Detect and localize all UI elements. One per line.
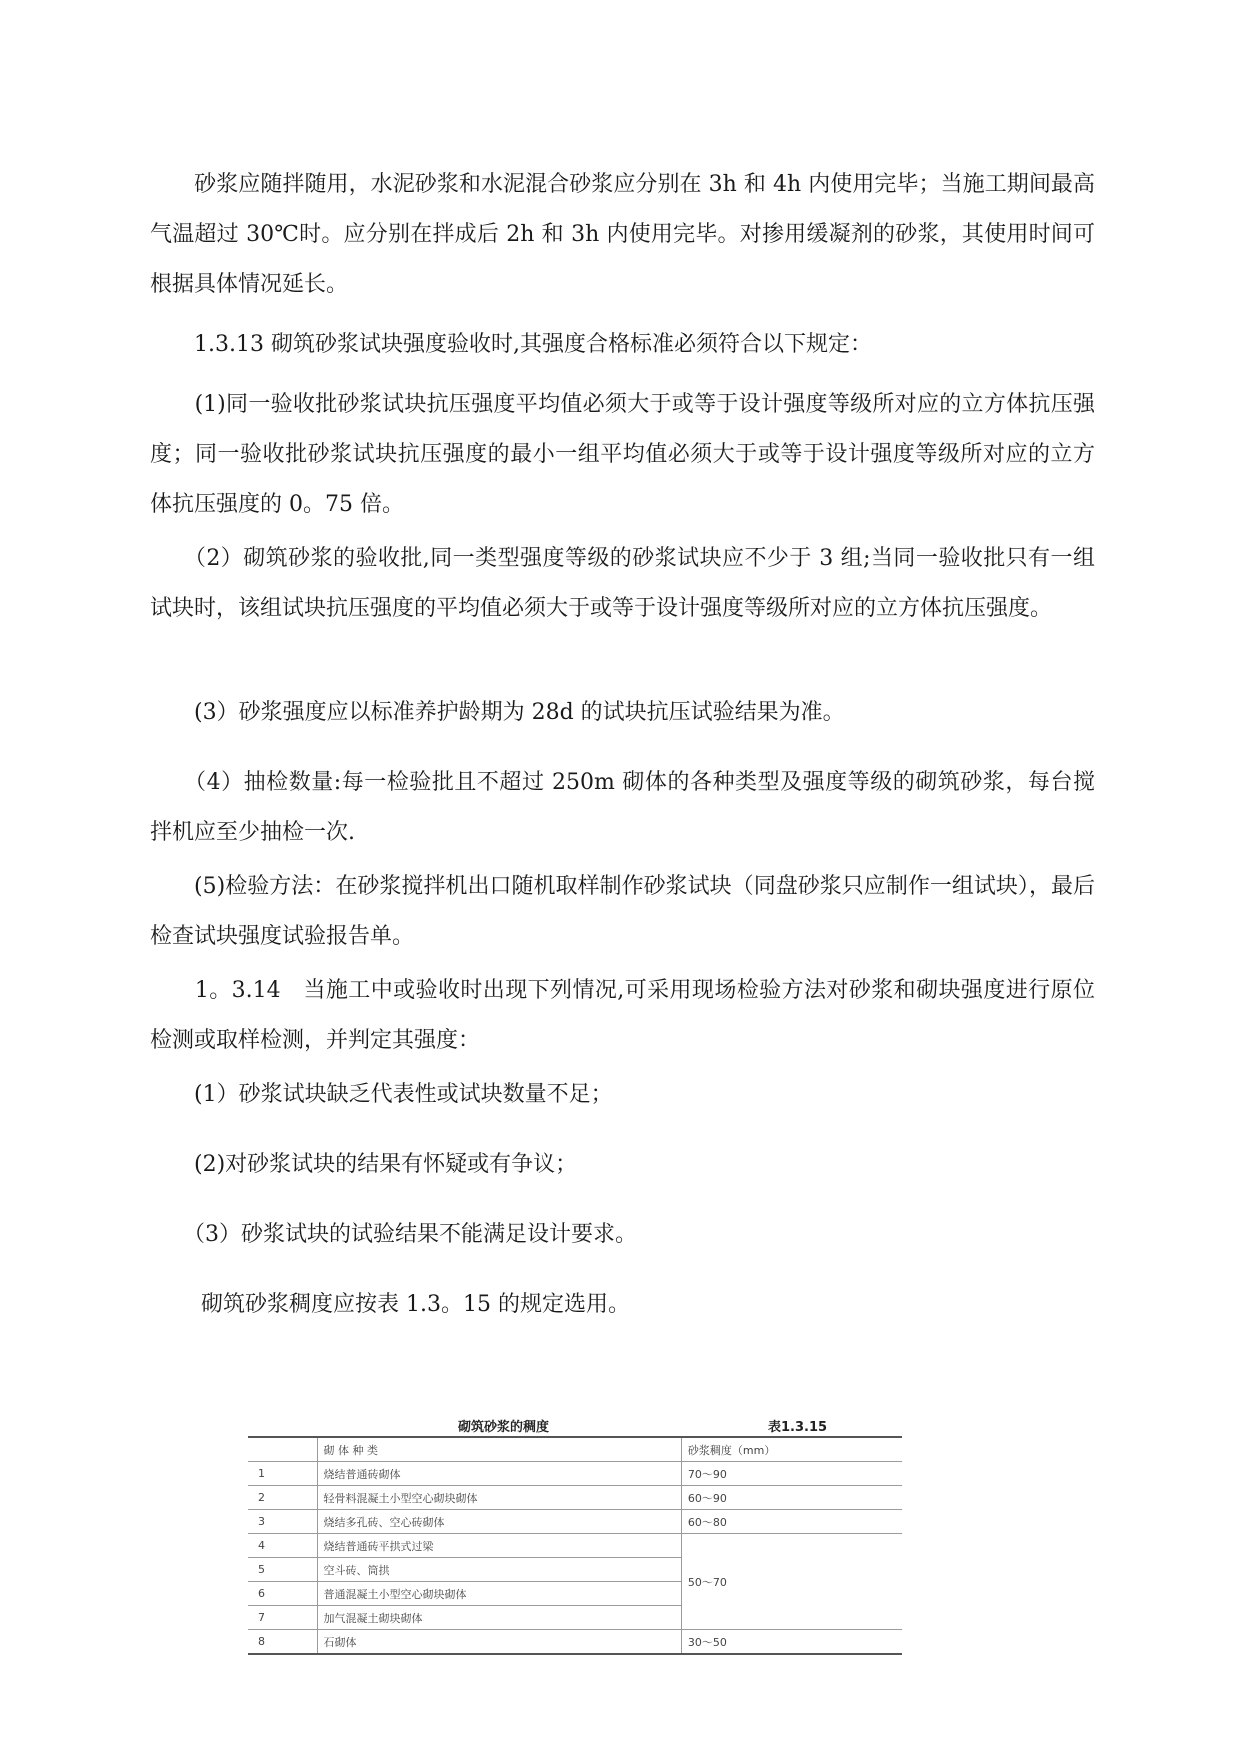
table-row xyxy=(248,1510,902,1534)
row-number: 7 xyxy=(248,1606,317,1630)
row-type: 石砌体 xyxy=(317,1630,681,1655)
paragraph-item-2-batch: （2）砌筑砂浆的验收批,同一类型强度等级的砂浆试块应不少于 3 组;当同一验收批只有一组试块时，该组试块抗压强度的平均值必须大于或等于设计强度等级所对应的立方体抗压强度。 xyxy=(150,546,1095,621)
table-title: 砌筑砂浆的稠度 xyxy=(458,1420,550,1435)
row-number: 2 xyxy=(248,1486,317,1510)
consistency-table xyxy=(248,1436,902,1655)
paragraph-case-1: (1）砂浆试块缺乏代表性或试块数量不足； xyxy=(150,1082,613,1107)
row-type: 烧结普通砖平拱式过梁 xyxy=(317,1534,681,1558)
header-masonry-type: 砌 体 种 类 xyxy=(317,1437,681,1462)
row-type: 普通混凝土小型空心砌块砌体 xyxy=(317,1582,681,1606)
table-row xyxy=(248,1534,902,1558)
table-header-row xyxy=(248,1437,902,1462)
paragraph-item-4-sampling: （4）抽检数量:每一检验批且不超过 250m 砌体的各种类型及强度等级的砌筑砂浆，每台搅拌机应至少抽检一次. xyxy=(150,770,1095,845)
row-type: 烧结普通砖砌体 xyxy=(317,1462,681,1486)
table-row xyxy=(248,1486,902,1510)
row-value: 70～90 xyxy=(681,1462,902,1486)
paragraph-item-5-method: (5)检验方法：在砂浆搅拌机出口随机取样制作砂浆试块（同盘砂浆只应制作一组试块），最后检查试块强度试验报告单。 xyxy=(150,874,1095,949)
row-value: 60～80 xyxy=(681,1510,902,1534)
paragraph-case-2: (2)对砂浆试块的结果有怀疑或有争议； xyxy=(150,1152,578,1177)
paragraph-item-1-strength: (1)同一验收批砂浆试块抗压强度平均值必须大于或等于设计强度等级所对应的立方体抗压强度；同一验收批砂浆试块抗压强度的最小一组平均值必须大于或等于设计强度等级所对应的立方体抗压强度的 0。75 倍。 xyxy=(150,392,1095,517)
paragraph-section-1-3-14: 1。3.14 当施工中或验收时出现下列情况,可采用现场检验方法对砂浆和砌块强度进行原位检测或取样检测，并判定其强度： xyxy=(150,978,1095,1053)
table-number: 表1.3.15 xyxy=(768,1420,828,1435)
row-number: 5 xyxy=(248,1558,317,1582)
row-value-merged: 50～70 xyxy=(681,1534,902,1630)
row-value: 60～90 xyxy=(681,1486,902,1510)
paragraph-case-3: （3）砂浆试块的试验结果不能满足设计要求。 xyxy=(150,1222,637,1247)
header-no xyxy=(248,1437,317,1462)
row-type: 空斗砖、筒拱 xyxy=(317,1558,681,1582)
paragraph-mortar-usage-time: 砂浆应随拌随用，水泥砂浆和水泥混合砂浆应分别在 3h 和 4h 内使用完毕；当施工期间最高气温超过 30℃时。应分别在拌成后 2h 和 3h 内使用完毕。对掺用缓凝剂的砂浆，其使用时间可根据具体情况延长。 xyxy=(150,172,1095,297)
paragraph-consistency-note: 砌筑砂浆稠度应按表 1.3。15 的规定选用。 xyxy=(150,1292,630,1317)
paragraph-item-3-curing: (3）砂浆强度应以标准养护龄期为 28d 的试块抗压试验结果为准。 xyxy=(150,700,845,725)
row-number: 8 xyxy=(248,1630,317,1655)
row-value: 30～50 xyxy=(681,1630,902,1655)
row-number: 6 xyxy=(248,1582,317,1606)
row-type: 轻骨料混凝土小型空心砌块砌体 xyxy=(317,1486,681,1510)
header-consistency: 砂浆稠度（mm） xyxy=(681,1437,902,1462)
table-row xyxy=(248,1630,902,1655)
row-number: 1 xyxy=(248,1462,317,1486)
paragraph-section-1-3-13: 1.3.13 砌筑砂浆试块强度验收时,其强度合格标准必须符合以下规定： xyxy=(150,332,872,357)
row-number: 3 xyxy=(248,1510,317,1534)
row-type: 烧结多孔砖、空心砖砌体 xyxy=(317,1510,681,1534)
table-row xyxy=(248,1462,902,1486)
row-number: 4 xyxy=(248,1534,317,1558)
row-type: 加气混凝土砌块砌体 xyxy=(317,1606,681,1630)
